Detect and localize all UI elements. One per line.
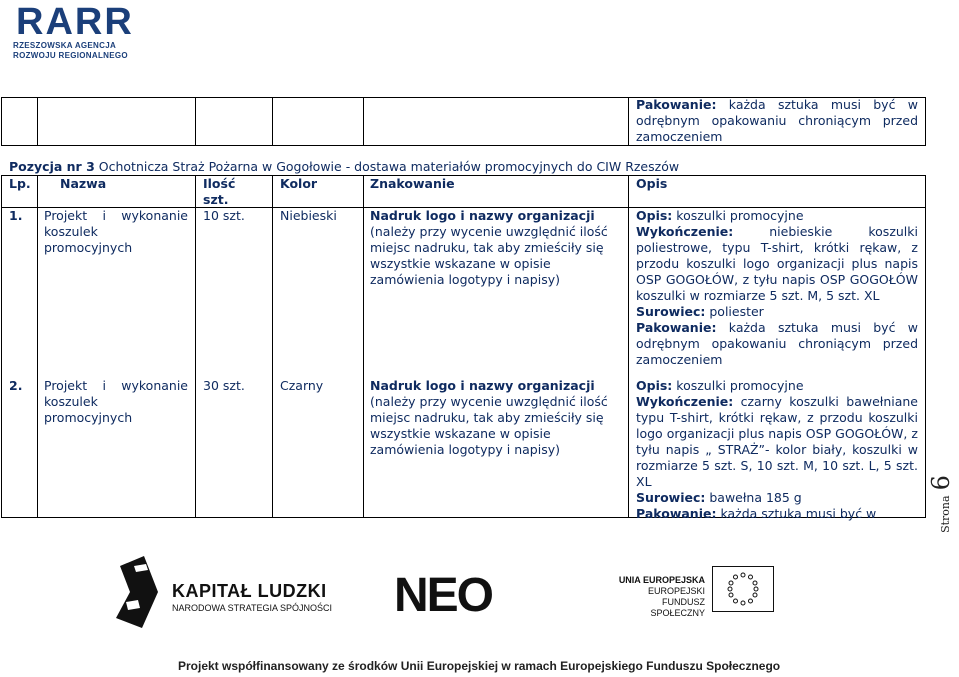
- header-opis: Opis: [636, 176, 668, 191]
- row2-wyk-label: Wykończenie:: [636, 394, 734, 409]
- ue-line-3: FUNDUSZ SPOŁECZNY: [650, 597, 705, 618]
- page-number-label: Strona: [938, 495, 952, 533]
- row1-wyk-label: Wykończenie:: [636, 224, 734, 239]
- top-table-border-bottom: [1, 145, 926, 146]
- kapital-ludzki-emblem-icon: [112, 556, 162, 628]
- top-vline-6: [628, 97, 629, 146]
- row2-znak-bold: Nadruk logo i nazwy organizacji: [370, 378, 595, 393]
- page-number: [926, 460, 958, 540]
- rarr-logo-line-2: ROZWOJU REGIONALNEGO: [13, 51, 128, 60]
- position-description: Ochotnicza Straż Pożarna w Gogołowie - dostawa materiałów promocyjnych do CIW Rzeszów: [98, 159, 680, 174]
- row1-znakowanie: [370, 208, 622, 288]
- top-packing-text: każda sztuka musi być w odrębnym opakowaniu chroniącym przed zamoczeniem: [636, 97, 918, 144]
- ue-line-2: EUROPEJSKI: [647, 586, 705, 596]
- row2-znak-text: (należy przy wycenie uwzględnić ilość miejsc nadruku, tak aby zmieściły się wszystkie wskazane w opisie zamówienia logotypy i napisy): [370, 394, 608, 457]
- ue-text: [612, 575, 705, 619]
- eu-flag-icon: [712, 566, 774, 612]
- row1-znak-text: (należy przy wycenie uwzględnić ilość miejsc nadruku, tak aby zmieściły się wszystkie wskazane w opisie zamówienia logotypy i napisy): [370, 224, 608, 287]
- rarr-logo-subtitle: [13, 41, 128, 61]
- row1-pak-text: każda sztuka musi być w odrębnym opakowaniu chroniącym przed zamoczeniem: [636, 320, 918, 367]
- row1-opis-label: Opis:: [636, 208, 673, 223]
- header-lp: Lp.: [9, 176, 31, 191]
- vline-7: [925, 175, 926, 518]
- header-nazwa: Nazwa: [60, 176, 107, 191]
- row2-ilosc: 30 szt.: [203, 378, 245, 393]
- row2-opis-label: Opis:: [636, 378, 673, 393]
- vline-2: [37, 175, 38, 518]
- table-border-top: [1, 175, 926, 176]
- row2-opis-text: koszulki promocyjne: [676, 378, 804, 393]
- row1-znak-bold: Nadruk logo i nazwy organizacji: [370, 208, 595, 223]
- rarr-logo-line-1: RZESZOWSKA AGENCJA: [13, 41, 117, 50]
- top-packing-label: Pakowanie:: [636, 97, 717, 112]
- row2-pak-label: Pakowanie:: [636, 506, 717, 521]
- row1-lp: 1.: [9, 208, 23, 223]
- page-number-value: 6: [926, 475, 955, 491]
- header-znakowanie: Znakowanie: [370, 176, 455, 191]
- row1-pak-label: Pakowanie:: [636, 320, 717, 335]
- row2-kolor: Czarny: [280, 378, 324, 393]
- row2-opis: [636, 378, 918, 522]
- funding-note: Projekt współfinansowany ze środków Unii Europejskiej w ramach Europejskiego Funduszu Społecznego: [178, 659, 781, 673]
- header-ilosc: Ilość szt.: [203, 176, 236, 207]
- row1-sur-label: Surowiec:: [636, 304, 706, 319]
- row2-nazwa: Projekt i wykonanie koszulek promocyjnych: [44, 378, 188, 425]
- top-packing-note: [636, 97, 918, 145]
- row2-lp: 2.: [9, 378, 23, 393]
- rarr-logo-word: RARR: [16, 1, 134, 43]
- row1-kolor: Niebieski: [280, 208, 337, 223]
- row1-opis-text: koszulki promocyjne: [676, 208, 804, 223]
- vline-3: [195, 175, 196, 518]
- top-vline-3: [195, 97, 196, 146]
- page-number-rotated: [927, 475, 955, 533]
- row2-wyk-text: czarny koszulki bawełniane typu T-shirt, krótki rękaw, z przodu koszulki logo organizacji plus napis OSP GOGOŁÓW, z tyłu napis „ STRAŻ”- kolor biały, koszulki w rozmiarze 5 szt. S, 10 szt. M, 10 szt. L, 5 szt. XL: [636, 394, 918, 489]
- header-kolor: Kolor: [280, 176, 318, 191]
- vline-6: [628, 175, 629, 518]
- row2-sur-text: bawełna 185 g: [709, 490, 802, 505]
- row1-sur-text: poliester: [709, 304, 764, 319]
- row1-opis: [636, 208, 918, 368]
- vline-4: [272, 175, 273, 518]
- top-vline-5: [363, 97, 364, 146]
- neo-logo: NEO: [394, 569, 493, 622]
- top-vline-1: [1, 97, 2, 146]
- top-vline-7: [925, 97, 926, 146]
- position-caption: [9, 159, 679, 175]
- row2-znakowanie: [370, 378, 622, 458]
- top-vline-2: [37, 97, 38, 146]
- row1-wyk-text: niebieskie koszulki poliestrowe, typu T-shirt, krótki rękaw, z przodu koszulki logo organizacji plus napis OSP GOGOŁÓW, z tyłu napis OSP GOGOŁÓW koszulki w rozmiarze 5 szt. M, 5 szt. XL: [636, 224, 918, 303]
- row1-ilosc: 10 szt.: [203, 208, 245, 223]
- top-vline-4: [272, 97, 273, 146]
- kapital-ludzki-subtitle: NARODOWA STRATEGIA SPÓJNOŚCI: [172, 603, 333, 613]
- vline-1: [1, 175, 2, 518]
- kapital-ludzki-title: KAPITAŁ LUDZKI: [172, 581, 327, 601]
- position-number: Pozycja nr 3: [9, 159, 95, 174]
- vline-5: [363, 175, 364, 518]
- ue-line-1: UNIA EUROPEJSKA: [618, 575, 705, 585]
- row1-nazwa: Projekt i wykonanie koszulek promocyjnych: [44, 208, 188, 255]
- row2-sur-label: Surowiec:: [636, 490, 706, 505]
- row2-pak-text: każda sztuka musi być w: [720, 506, 877, 521]
